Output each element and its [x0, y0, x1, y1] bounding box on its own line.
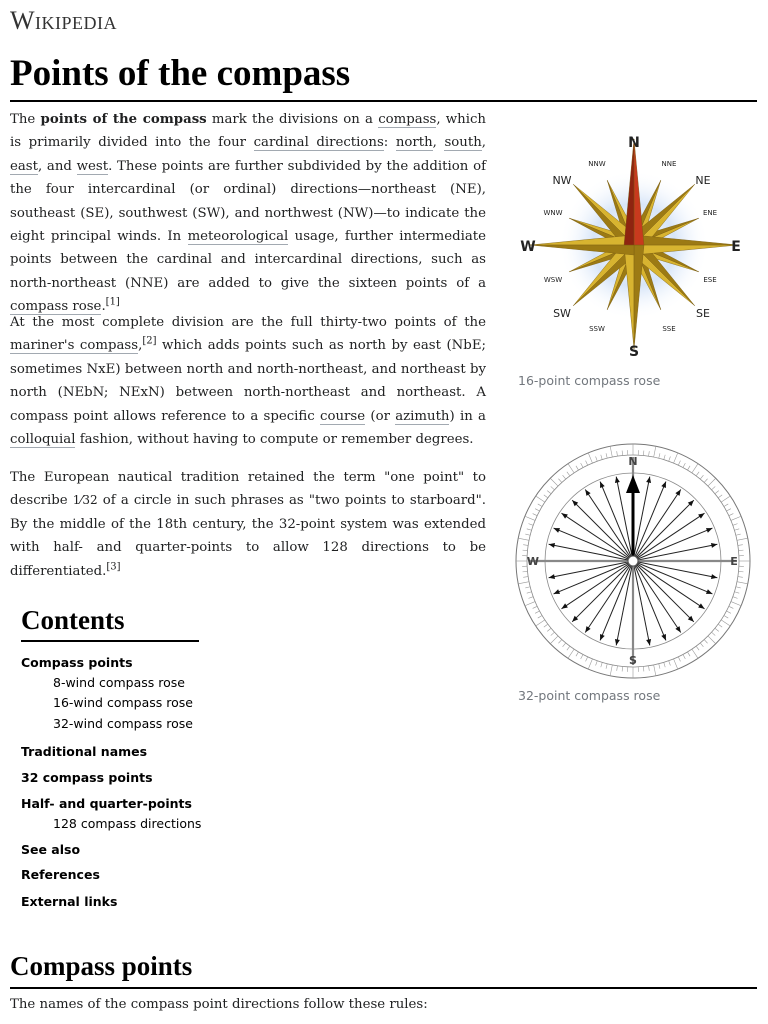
toc-item[interactable]: 8-wind compass rose	[53, 675, 185, 690]
toc-item[interactable]: 32-wind compass rose	[53, 716, 193, 731]
link-south[interactable]: south	[444, 135, 482, 151]
link-course[interactable]: course	[320, 408, 366, 424]
section-intro-text: The names of the compass point directions follow these rules:	[10, 997, 428, 1012]
table-of-contents	[21, 605, 201, 642]
label-SSW: SSW	[589, 325, 605, 333]
label-SE: SE	[696, 307, 710, 320]
label-NE: NE	[695, 174, 711, 187]
intro-paragraph-2: At the most complete division are the full thirty-two points of the mariner's compass,[2] which adds points such as north by east (NbE; sometimes NxE) between north and north-northeast, and northeast by north (NEbN; NExN) between north-northeast and northeast. A compass point allows reference to a specific course (or azimuth) in a colloquial fashion, without having to compute or remember degrees.	[10, 315, 487, 448]
link-east[interactable]: east	[10, 158, 38, 174]
label-ENE: ENE	[702, 209, 718, 217]
compass-rose-32-figure[interactable]	[514, 437, 754, 683]
figure-caption-16: 16-point compass rose	[518, 373, 661, 388]
section-divider	[10, 987, 757, 989]
label-32-N: N	[628, 455, 638, 468]
fraction-one-32: 1⁄32	[72, 493, 98, 508]
toc-title: Contents	[21, 605, 125, 635]
compass-rose-32-image	[514, 437, 754, 683]
toc-item[interactable]: 128 compass directions	[53, 816, 202, 831]
link-north[interactable]: north	[395, 135, 433, 151]
toc-item[interactable]: External links	[21, 894, 118, 909]
label-W: W	[520, 239, 536, 255]
figure-caption-32: 32-point compass rose	[518, 688, 661, 703]
reference-3[interactable]: [3]	[106, 561, 121, 573]
label-WNW: WNW	[543, 209, 563, 217]
label-WSW: WSW	[543, 276, 563, 284]
label-NNW: NNW	[588, 160, 606, 168]
label-32-W: W	[526, 555, 540, 568]
wikipedia-logo[interactable]: Wikipedia	[10, 6, 118, 35]
section-heading-compass-points: Compass points	[10, 951, 193, 981]
reference-2[interactable]: [2]	[142, 335, 157, 347]
link-cardinal-directions[interactable]: cardinal directions	[253, 135, 384, 151]
toc-item[interactable]: 32 compass points	[21, 770, 153, 785]
label-ESE: ESE	[703, 276, 717, 284]
toc-item[interactable]: Traditional names	[21, 744, 148, 759]
link-compass[interactable]: compass	[378, 112, 437, 127]
label-N: N	[628, 135, 640, 151]
label-SSE: SSE	[662, 325, 676, 333]
compass-rose-16-figure[interactable]	[514, 130, 756, 362]
toc-divider	[21, 640, 199, 642]
label-NW: NW	[552, 174, 572, 187]
title-divider	[10, 100, 757, 102]
toc-item[interactable]: 16-wind compass rose	[53, 695, 193, 710]
link-azimuth[interactable]: azimuth	[395, 408, 450, 424]
link-compass-rose[interactable]: compass rose	[10, 299, 102, 315]
label-S: S	[628, 344, 640, 360]
link-colloquial[interactable]: colloquial	[10, 432, 76, 448]
toc-item[interactable]: See also	[21, 842, 81, 857]
label-32-E: E	[730, 555, 738, 568]
toc-item[interactable]: Compass points	[21, 655, 133, 670]
intro-paragraph-3: The European nautical tradition retained the term "one point" to describe 1⁄32 of a circle in such phrases as "two points to starboard". By the middle of the 18th century, the 32-point system was extended with half- and quarter-points to allow 128 directions to be differentiated.[3]	[10, 470, 486, 579]
reference-1[interactable]: [1]	[105, 296, 120, 308]
label-SW: SW	[553, 307, 571, 320]
toc-item[interactable]: References	[21, 867, 100, 882]
label-32-S: S	[629, 654, 637, 667]
label-NNE: NNE	[661, 160, 677, 168]
toc-item[interactable]: Half- and quarter-points	[21, 796, 192, 811]
link-west[interactable]: west	[76, 158, 109, 174]
label-E: E	[731, 239, 741, 255]
intro-paragraph-1: The points of the compass mark the divisions on a compass, which is primarily divided into the four cardinal directions: north, south, east, and west. These points are further subdivided by the addition of the four intercardinal (or ordinal) directions—northeast (NE), southeast (SE), southwest (SW), and northwest (NW)—to indicate the eight principal winds. In meteorological usage, further intermediate points between the cardinal and intercardinal directions, such as north-northeast (NNE) are added to give the sixteen points of a compass rose.[1]	[10, 112, 486, 315]
link-meteorological[interactable]: meteorological	[187, 229, 289, 245]
page-title: Points of the compass	[10, 53, 351, 94]
compass-rose-16-image	[514, 130, 756, 362]
link-mariners-compass[interactable]: mariner's compass	[10, 338, 139, 354]
